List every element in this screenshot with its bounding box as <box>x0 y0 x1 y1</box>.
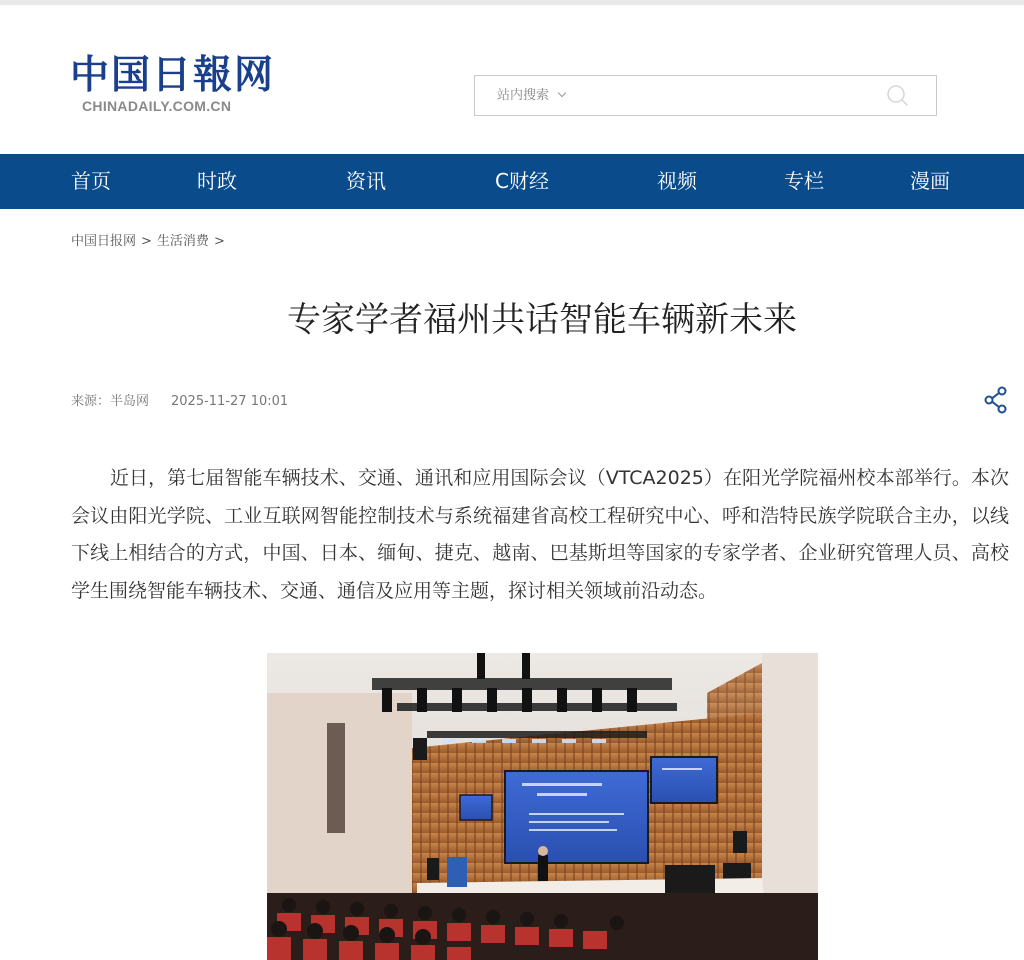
nav-item-finance[interactable]: C财经 <box>495 169 549 193</box>
nav-item-columns[interactable]: 专栏 <box>784 169 824 193</box>
nav-item-home[interactable]: 首页 <box>71 169 111 193</box>
breadcrumb <box>71 230 230 249</box>
article-meta <box>71 390 288 409</box>
breadcrumb-link-lifestyle[interactable]: 生活消费 <box>156 234 209 249</box>
conference-hall-image <box>267 653 818 960</box>
site-search <box>474 75 937 116</box>
breadcrumb-separator: > <box>213 234 225 249</box>
share-button[interactable] <box>983 386 1009 414</box>
search-scope-label: 站内搜索 <box>497 88 550 103</box>
chevron-down-icon <box>558 89 566 97</box>
top-strip <box>0 0 1024 5</box>
article-source: 来源：半岛网 <box>71 394 150 409</box>
nav-item-comics[interactable]: 漫画 <box>910 169 950 193</box>
nav-item-video[interactable]: 视频 <box>657 169 697 193</box>
nav-item-news[interactable]: 资讯 <box>346 169 386 193</box>
nav-item-politics[interactable]: 时政 <box>197 169 237 193</box>
article-paragraph: 近日，第七届智能车辆技术、交通、通讯和应用国际会议（VTCA2025）在阳光学院福州校本部举行。本次会议由阳光学院、工业互联网智能控制技术与系统福建省高校工程研究中心、呼和浩特民族学院联合主办，以线下线上相结合的方式，中国、日本、缅甸、捷克、越南、巴基斯坦等国家的专家学者、企业研究管理人员、高校学生围绕智能车辆技术、交通、通信及应用等主题，探讨相关领域前沿动态。 <box>71 467 1009 602</box>
share-icon <box>983 386 1009 414</box>
breadcrumb-link-home[interactable]: 中国日报网 <box>71 234 137 249</box>
article-title: 专家学者福州共话智能车辆新未来 <box>287 300 797 340</box>
search-icon <box>886 84 910 108</box>
search-input[interactable] <box>595 82 879 111</box>
article-datetime: 2025-11-27 10:01 <box>171 394 289 409</box>
main-nav <box>0 154 1024 209</box>
site-logo[interactable] <box>70 52 276 122</box>
article-photo <box>267 653 818 960</box>
search-scope-dropdown[interactable] <box>497 76 565 115</box>
logo-chinese: 中国日報网 <box>70 52 276 98</box>
logo-english: CHINADAILY.COM.CN <box>82 98 232 114</box>
breadcrumb-separator: > <box>141 234 152 249</box>
search-button[interactable] <box>886 84 910 108</box>
